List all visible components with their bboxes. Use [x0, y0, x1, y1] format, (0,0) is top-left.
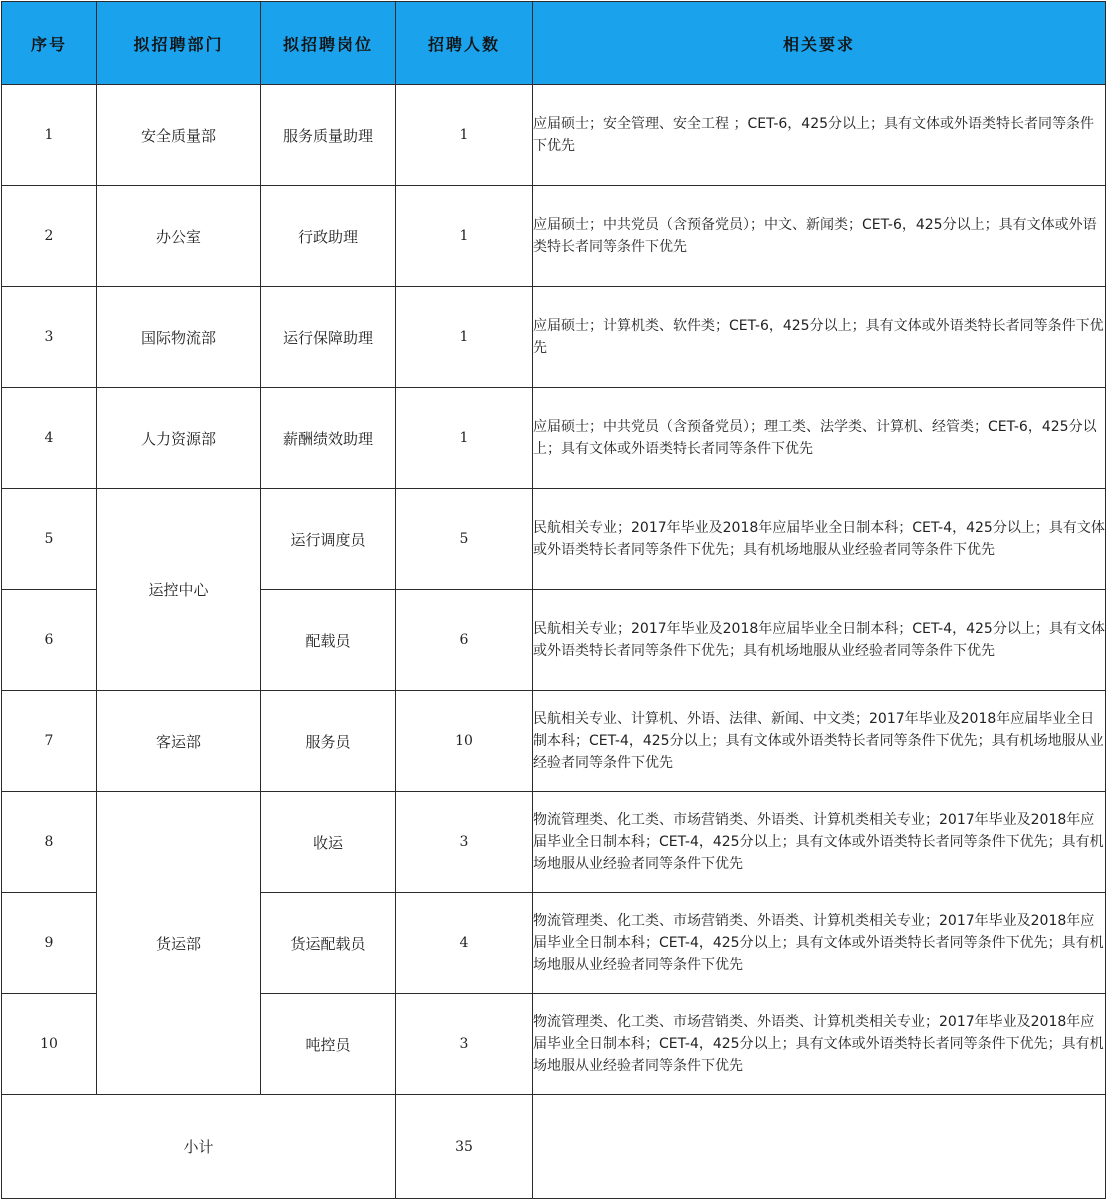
headcount-cell: 4: [396, 893, 533, 994]
headcount-cell: 5: [396, 489, 533, 590]
serial-cell: 7: [2, 691, 97, 792]
requirements-cell: 物流管理类、化工类、市场营销类、外语类、计算机类相关专业；2017年毕业及2018年应届毕业全日制本科；CET-4，425分以上；具有文体或外语类特长者同等条件下优先；具有机场地服从业经验者同等条件下优先: [533, 792, 1106, 893]
table-row: [2, 287, 1106, 388]
serial-cell: 1: [2, 85, 97, 186]
requirements-cell: 应届硕士；中共党员（含预备党员）；中文、新闻类；CET-6，425分以上；具有文体或外语类特长者同等条件下优先: [533, 186, 1106, 287]
headcount-cell: 1: [396, 388, 533, 489]
header-requirements: 相关要求: [533, 2, 1106, 85]
department-cell: 办公室: [97, 186, 261, 287]
department-cell: 国际物流部: [97, 287, 261, 388]
header-position: 拟招聘岗位: [261, 2, 396, 85]
position-cell: 行政助理: [261, 186, 396, 287]
requirements-cell: 应届硕士；安全管理、安全工程 ；CET-6，425分以上；具有文体或外语类特长者同等条件下优先: [533, 85, 1106, 186]
header-row: [2, 2, 1106, 85]
headcount-cell: 3: [396, 792, 533, 893]
position-cell: 服务质量助理: [261, 85, 396, 186]
table-row: [2, 85, 1106, 186]
headcount-cell: 1: [396, 186, 533, 287]
headcount-cell: 6: [396, 590, 533, 691]
position-cell: 货运配载员: [261, 893, 396, 994]
header-serial: 序号: [2, 2, 97, 85]
position-cell: 运行保障助理: [261, 287, 396, 388]
serial-cell: 2: [2, 186, 97, 287]
table-row: [2, 792, 1106, 893]
table-row: [2, 388, 1106, 489]
headcount-cell: 1: [396, 85, 533, 186]
table-header: [2, 2, 1106, 85]
serial-cell: 4: [2, 388, 97, 489]
department-cell-merged: 货运部: [97, 792, 261, 1095]
position-cell: 运行调度员: [261, 489, 396, 590]
department-cell-merged: 运控中心: [97, 489, 261, 691]
header-headcount: 招聘人数: [396, 2, 533, 85]
requirements-cell: 应届硕士；中共党员（含预备党员）；理工类、法学类、计算机、经管类；CET-6，425分以上；具有文体或外语类特长者同等条件下优先: [533, 388, 1106, 489]
subtotal-count: 35: [396, 1095, 533, 1199]
subtotal-requirements: [533, 1095, 1106, 1199]
subtotal-row: [2, 1095, 1106, 1199]
table-row: [2, 691, 1106, 792]
requirements-cell: 民航相关专业；2017年毕业及2018年应届毕业全日制本科；CET-4，425分以上；具有文体或外语类特长者同等条件下优先；具有机场地服从业经验者同等条件下优先: [533, 489, 1106, 590]
table-body: [2, 85, 1106, 1199]
headcount-cell: 1: [396, 287, 533, 388]
department-cell: 客运部: [97, 691, 261, 792]
headcount-cell: 10: [396, 691, 533, 792]
serial-cell: 9: [2, 893, 97, 994]
position-cell: 收运: [261, 792, 396, 893]
serial-cell: 5: [2, 489, 97, 590]
subtotal-label: 小计: [2, 1095, 396, 1199]
recruitment-table: [1, 1, 1106, 1199]
requirements-cell: 应届硕士；计算机类、软件类；CET-6，425分以上；具有文体或外语类特长者同等条件下优先: [533, 287, 1106, 388]
department-cell: 人力资源部: [97, 388, 261, 489]
requirements-cell: 物流管理类、化工类、市场营销类、外语类、计算机类相关专业；2017年毕业及2018年应届毕业全日制本科；CET-4，425分以上；具有文体或外语类特长者同等条件下优先；具有机场地服从业经验者同等条件下优先: [533, 893, 1106, 994]
serial-cell: 8: [2, 792, 97, 893]
requirements-cell: 民航相关专业、计算机、外语、法律、新闻、中文类；2017年毕业及2018年应届毕业全日制本科；CET-4，425分以上；具有文体或外语类特长者同等条件下优先；具有机场地服从业经验者同等条件下优先: [533, 691, 1106, 792]
department-cell: 安全质量部: [97, 85, 261, 186]
table-row: [2, 186, 1106, 287]
serial-cell: 10: [2, 994, 97, 1095]
table-row: [2, 489, 1106, 590]
requirements-cell: 民航相关专业；2017年毕业及2018年应届毕业全日制本科；CET-4，425分以上；具有文体或外语类特长者同等条件下优先；具有机场地服从业经验者同等条件下优先: [533, 590, 1106, 691]
requirements-cell: 物流管理类、化工类、市场营销类、外语类、计算机类相关专业；2017年毕业及2018年应届毕业全日制本科；CET-4，425分以上；具有文体或外语类特长者同等条件下优先；具有机场地服从业经验者同等条件下优先: [533, 994, 1106, 1095]
position-cell: 吨控员: [261, 994, 396, 1095]
serial-cell: 3: [2, 287, 97, 388]
position-cell: 薪酬绩效助理: [261, 388, 396, 489]
headcount-cell: 3: [396, 994, 533, 1095]
header-department: 拟招聘部门: [97, 2, 261, 85]
position-cell: 服务员: [261, 691, 396, 792]
position-cell: 配载员: [261, 590, 396, 691]
serial-cell: 6: [2, 590, 97, 691]
